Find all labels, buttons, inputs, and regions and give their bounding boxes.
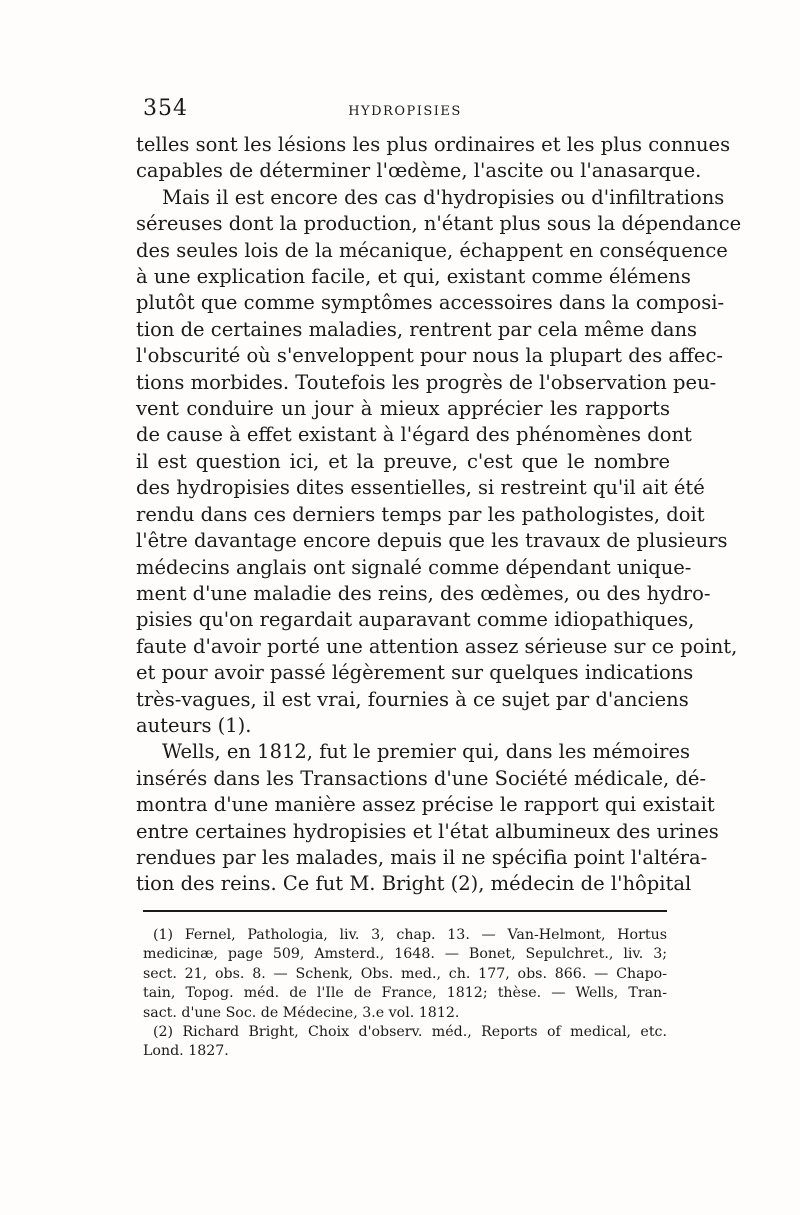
footnote-line: sect. 21, obs. 8. — Schenk, Obs. med., ch. 177, obs. 866. — Chapo- [143, 965, 667, 982]
text-line: faute d'avoir porté une attention assez sérieuse sur ce point, [136, 634, 738, 658]
text-line: entre certaines hydropisies et l'état albumineux des urines [136, 819, 719, 843]
text-line: pisies qu'on regardait auparavant comme idiopathiques, [136, 608, 695, 632]
text-line: plutôt que comme symptômes accessoires dans la composi- [136, 291, 725, 315]
text-line: il est question ici, et la preuve, c'est que le nombre [136, 449, 670, 473]
text-line: insérés dans les Transactions d'une Société médicale, dé- [136, 766, 707, 790]
text-line: à une explication facile, et qui, existant comme élémens [136, 265, 691, 289]
text-line: ment d'une maladie des reins, des œdèmes, ou des hydro- [136, 581, 711, 605]
text-line: tions morbides. Toutefois les progrès de l'observation peu- [136, 370, 717, 394]
footnote-divider [143, 910, 667, 912]
text-line: l'obscurité où s'enveloppent pour nous la plupart des affec- [136, 344, 723, 368]
footnote-line: sact. d'une Soc. de Médecine, 3.e vol. 1812. [143, 1004, 460, 1021]
text-line: médecins anglais ont signalé comme dépendant unique- [136, 555, 692, 579]
text-line: auteurs (1). [136, 713, 252, 737]
text-line: telles sont les lésions les plus ordinaires et les plus connues [136, 133, 731, 156]
text-line: montra d'une manière assez précise le rapport qui existait [136, 793, 715, 817]
text-line: rendues par les malades, mais il ne spécifia point l'altéra- [136, 845, 708, 869]
page-header [143, 96, 667, 128]
footnote-line: tain, Topog. méd. de l'Ile de France, 1812; thèse. — Wells, Tran- [143, 985, 667, 1002]
footnotes [143, 926, 667, 1062]
footnote-line: Lond. 1827. [143, 1043, 229, 1060]
text-line: des seules lois de la mécanique, échappent en conséquence [136, 238, 728, 262]
text-line: des hydropisies dites essentielles, si restreint qu'il ait été [136, 476, 705, 500]
text-line: tion des reins. Ce fut M. Bright (2), médecin de l'hôpital [136, 872, 692, 896]
body-text [136, 132, 742, 898]
running-title: HYDROPISIES [348, 104, 462, 119]
text-line: rendu dans ces derniers temps par les pathologistes, doit [136, 502, 705, 526]
text-line: Wells, en 1812, fut le premier qui, dans les mémoires [162, 740, 691, 764]
text-line: séreuses dont la production, n'étant plus sous la dépendance [136, 212, 742, 236]
footnote-line: medicinæ, page 509, Amsterd., 1648. — Bonet, Sepulchret., liv. 3; [143, 946, 667, 963]
text-line: l'être davantage encore depuis que les travaux de plusieurs [136, 529, 728, 553]
footnote-line: (1) Fernel, Pathologia, liv. 3, chap. 13. — Van-Helmont, Hortus [153, 927, 667, 943]
text-line: et pour avoir passé légèrement sur quelques indications [136, 661, 694, 685]
text-line: vent conduire un jour à mieux apprécier les rapports [136, 397, 670, 421]
text-line: Mais il est encore des cas d'hydropisies ou d'infiltrations [162, 185, 725, 209]
footnote-line: (2) Richard Bright, Choix d'observ. méd., Reports of medical, etc. [153, 1024, 667, 1041]
text-line: tion de certaines maladies, rentrent par cela même dans [136, 317, 698, 341]
text-line: très-vagues, il est vrai, fournies à ce sujet par d'anciens [136, 687, 689, 711]
text-line: de cause à effet existant à l'égard des phénomènes dont [136, 423, 692, 447]
page-number: 354 [143, 96, 188, 121]
text-line: capables de déterminer l'œdème, l'ascite ou l'anasarque. [136, 159, 702, 183]
